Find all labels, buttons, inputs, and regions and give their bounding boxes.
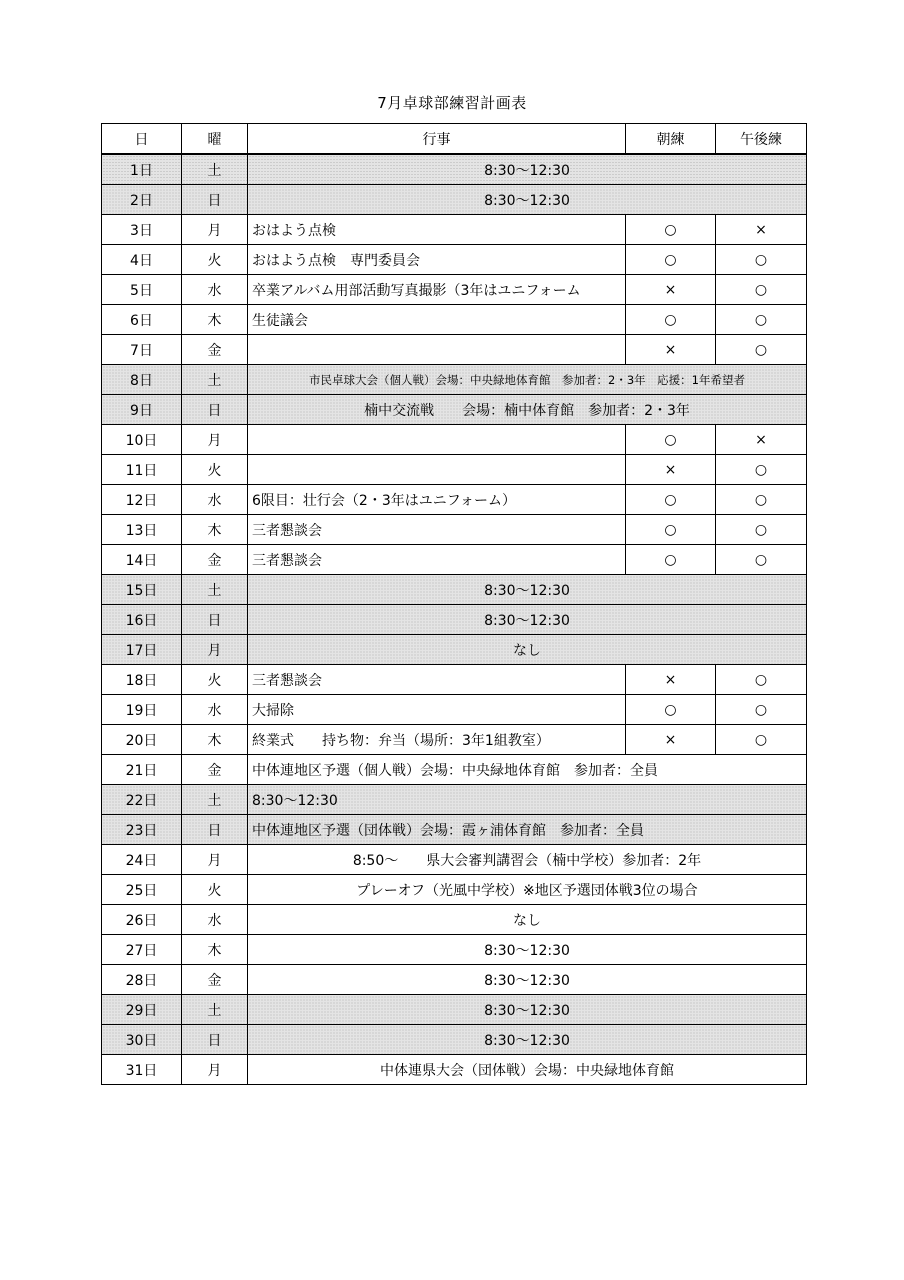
weekday-cell: 土 bbox=[182, 154, 248, 185]
table-row bbox=[102, 455, 807, 485]
weekday-cell: 木 bbox=[182, 725, 248, 755]
event-cell: 8:30〜12:30 bbox=[248, 154, 807, 185]
event-cell: おはよう点検 専門委員会 bbox=[248, 245, 626, 275]
table-row bbox=[102, 635, 807, 665]
morning-practice-cell: × bbox=[626, 335, 716, 365]
event-cell: 8:30〜12:30 bbox=[248, 995, 807, 1025]
weekday-cell: 月 bbox=[182, 635, 248, 665]
morning-practice-cell: ○ bbox=[626, 695, 716, 725]
weekday-cell: 土 bbox=[182, 995, 248, 1025]
table-row bbox=[102, 725, 807, 755]
day-cell: 10日 bbox=[102, 425, 182, 455]
morning-practice-cell: × bbox=[626, 665, 716, 695]
day-cell: 29日 bbox=[102, 995, 182, 1025]
event-cell: 三者懇談会 bbox=[248, 515, 626, 545]
day-cell: 31日 bbox=[102, 1055, 182, 1085]
table-row bbox=[102, 755, 807, 785]
table-row bbox=[102, 875, 807, 905]
event-cell: プレーオフ（光風中学校）※地区予選団体戦3位の場合 bbox=[248, 875, 807, 905]
afternoon-practice-cell: ○ bbox=[716, 545, 807, 575]
event-cell bbox=[248, 335, 626, 365]
table-row bbox=[102, 1055, 807, 1085]
event-cell: 生徒議会 bbox=[248, 305, 626, 335]
day-cell: 14日 bbox=[102, 545, 182, 575]
weekday-cell: 金 bbox=[182, 965, 248, 995]
weekday-cell: 火 bbox=[182, 455, 248, 485]
morning-practice-cell: ○ bbox=[626, 425, 716, 455]
table-row bbox=[102, 785, 807, 815]
weekday-cell: 日 bbox=[182, 395, 248, 425]
afternoon-practice-cell: × bbox=[716, 425, 807, 455]
day-cell: 30日 bbox=[102, 1025, 182, 1055]
day-cell: 6日 bbox=[102, 305, 182, 335]
morning-practice-cell: ○ bbox=[626, 485, 716, 515]
event-cell: 卒業アルバム用部活動写真撮影（3年はユニフォーム bbox=[248, 275, 626, 305]
day-cell: 7日 bbox=[102, 335, 182, 365]
day-cell: 22日 bbox=[102, 785, 182, 815]
event-cell: 8:30〜12:30 bbox=[248, 785, 807, 815]
weekday-cell: 火 bbox=[182, 665, 248, 695]
morning-practice-cell: ○ bbox=[626, 545, 716, 575]
event-cell: 終業式 持ち物：弁当（場所：3年1組教室） bbox=[248, 725, 626, 755]
event-cell: 8:30〜12:30 bbox=[248, 185, 807, 215]
day-cell: 3日 bbox=[102, 215, 182, 245]
event-cell: 6限目：壮行会（2・3年はユニフォーム） bbox=[248, 485, 626, 515]
day-cell: 4日 bbox=[102, 245, 182, 275]
day-cell: 20日 bbox=[102, 725, 182, 755]
event-cell: 8:30〜12:30 bbox=[248, 965, 807, 995]
event-cell: 8:30〜12:30 bbox=[248, 935, 807, 965]
header-day: 日 bbox=[102, 124, 182, 155]
weekday-cell: 日 bbox=[182, 605, 248, 635]
day-cell: 24日 bbox=[102, 845, 182, 875]
day-cell: 13日 bbox=[102, 515, 182, 545]
table-row bbox=[102, 695, 807, 725]
weekday-cell: 木 bbox=[182, 515, 248, 545]
weekday-cell: 木 bbox=[182, 305, 248, 335]
weekday-cell: 火 bbox=[182, 245, 248, 275]
event-cell: 中体連地区予選（個人戦）会場：中央緑地体育館 参加者：全員 bbox=[248, 755, 807, 785]
afternoon-practice-cell: ○ bbox=[716, 695, 807, 725]
weekday-cell: 月 bbox=[182, 215, 248, 245]
day-cell: 9日 bbox=[102, 395, 182, 425]
event-cell: 三者懇談会 bbox=[248, 545, 626, 575]
schedule-table bbox=[101, 123, 807, 1085]
event-cell: 楠中交流戦 会場：楠中体育館 参加者：2・3年 bbox=[248, 395, 807, 425]
weekday-cell: 日 bbox=[182, 1025, 248, 1055]
day-cell: 23日 bbox=[102, 815, 182, 845]
schedule-body bbox=[102, 154, 807, 1085]
weekday-cell: 土 bbox=[182, 575, 248, 605]
table-row bbox=[102, 605, 807, 635]
table-row bbox=[102, 485, 807, 515]
weekday-cell: 木 bbox=[182, 935, 248, 965]
morning-practice-cell: × bbox=[626, 725, 716, 755]
weekday-cell: 月 bbox=[182, 1055, 248, 1085]
header-row bbox=[102, 124, 807, 155]
afternoon-practice-cell: ○ bbox=[716, 275, 807, 305]
event-cell: 8:30〜12:30 bbox=[248, 1025, 807, 1055]
table-row bbox=[102, 995, 807, 1025]
table-row bbox=[102, 845, 807, 875]
day-cell: 25日 bbox=[102, 875, 182, 905]
weekday-cell: 土 bbox=[182, 365, 248, 395]
table-row bbox=[102, 425, 807, 455]
table-row bbox=[102, 305, 807, 335]
afternoon-practice-cell: ○ bbox=[716, 725, 807, 755]
weekday-cell: 水 bbox=[182, 275, 248, 305]
day-cell: 8日 bbox=[102, 365, 182, 395]
table-row bbox=[102, 245, 807, 275]
day-cell: 27日 bbox=[102, 935, 182, 965]
event-cell: 三者懇談会 bbox=[248, 665, 626, 695]
weekday-cell: 金 bbox=[182, 335, 248, 365]
weekday-cell: 日 bbox=[182, 185, 248, 215]
event-cell: おはよう点検 bbox=[248, 215, 626, 245]
table-row bbox=[102, 1025, 807, 1055]
afternoon-practice-cell: ○ bbox=[716, 245, 807, 275]
event-cell: 8:30〜12:30 bbox=[248, 605, 807, 635]
header-afternoon-practice: 午後練 bbox=[716, 124, 807, 155]
table-row bbox=[102, 515, 807, 545]
morning-practice-cell: ○ bbox=[626, 245, 716, 275]
table-row bbox=[102, 665, 807, 695]
weekday-cell: 火 bbox=[182, 875, 248, 905]
morning-practice-cell: ○ bbox=[626, 515, 716, 545]
weekday-cell: 月 bbox=[182, 425, 248, 455]
day-cell: 16日 bbox=[102, 605, 182, 635]
table-row bbox=[102, 275, 807, 305]
afternoon-practice-cell: ○ bbox=[716, 335, 807, 365]
event-cell: 8:30〜12:30 bbox=[248, 575, 807, 605]
afternoon-practice-cell: ○ bbox=[716, 305, 807, 335]
event-cell: 大掃除 bbox=[248, 695, 626, 725]
event-cell: 中体連地区予選（団体戦）会場：霞ヶ浦体育館 参加者：全員 bbox=[248, 815, 807, 845]
day-cell: 19日 bbox=[102, 695, 182, 725]
day-cell: 21日 bbox=[102, 755, 182, 785]
weekday-cell: 金 bbox=[182, 545, 248, 575]
event-cell bbox=[248, 425, 626, 455]
day-cell: 26日 bbox=[102, 905, 182, 935]
page-title: 7月卓球部練習計画表 bbox=[377, 94, 527, 112]
morning-practice-cell: × bbox=[626, 455, 716, 485]
afternoon-practice-cell: ○ bbox=[716, 665, 807, 695]
header-morning-practice: 朝練 bbox=[626, 124, 716, 155]
afternoon-practice-cell: ○ bbox=[716, 455, 807, 485]
morning-practice-cell: × bbox=[626, 275, 716, 305]
weekday-cell: 土 bbox=[182, 785, 248, 815]
table-row bbox=[102, 154, 807, 185]
morning-practice-cell: ○ bbox=[626, 215, 716, 245]
day-cell: 11日 bbox=[102, 455, 182, 485]
day-cell: 5日 bbox=[102, 275, 182, 305]
weekday-cell: 水 bbox=[182, 905, 248, 935]
table-row bbox=[102, 935, 807, 965]
event-cell: 市民卓球大会（個人戦）会場：中央緑地体育館 参加者：2・3年 応援：1年希望者 bbox=[248, 365, 807, 395]
event-cell bbox=[248, 455, 626, 485]
header-event: 行事 bbox=[248, 124, 626, 155]
table-row bbox=[102, 335, 807, 365]
table-row bbox=[102, 965, 807, 995]
morning-practice-cell: ○ bbox=[626, 305, 716, 335]
weekday-cell: 金 bbox=[182, 755, 248, 785]
afternoon-practice-cell: ○ bbox=[716, 485, 807, 515]
day-cell: 12日 bbox=[102, 485, 182, 515]
afternoon-practice-cell: × bbox=[716, 215, 807, 245]
table-row bbox=[102, 185, 807, 215]
day-cell: 17日 bbox=[102, 635, 182, 665]
header-weekday: 曜 bbox=[182, 124, 248, 155]
day-cell: 18日 bbox=[102, 665, 182, 695]
table-row bbox=[102, 575, 807, 605]
weekday-cell: 水 bbox=[182, 695, 248, 725]
table-row bbox=[102, 365, 807, 395]
table-row bbox=[102, 395, 807, 425]
event-cell: 中体連県大会（団体戦）会場：中央緑地体育館 bbox=[248, 1055, 807, 1085]
table-row bbox=[102, 815, 807, 845]
weekday-cell: 水 bbox=[182, 485, 248, 515]
table-row bbox=[102, 545, 807, 575]
table-row bbox=[102, 905, 807, 935]
event-cell: なし bbox=[248, 635, 807, 665]
weekday-cell: 月 bbox=[182, 845, 248, 875]
table-row bbox=[102, 215, 807, 245]
afternoon-practice-cell: ○ bbox=[716, 515, 807, 545]
day-cell: 28日 bbox=[102, 965, 182, 995]
event-cell: なし bbox=[248, 905, 807, 935]
day-cell: 15日 bbox=[102, 575, 182, 605]
event-cell: 8:50〜 県大会審判講習会（楠中学校）参加者：2年 bbox=[248, 845, 807, 875]
day-cell: 1日 bbox=[102, 154, 182, 185]
day-cell: 2日 bbox=[102, 185, 182, 215]
weekday-cell: 日 bbox=[182, 815, 248, 845]
